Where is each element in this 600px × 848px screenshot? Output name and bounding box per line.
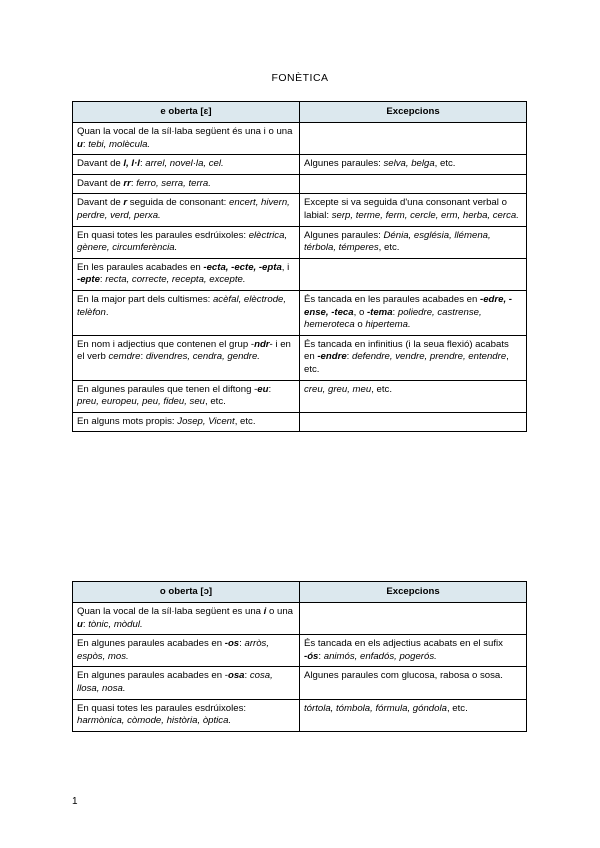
table-row <box>73 699 527 731</box>
text-segment: : <box>392 306 398 318</box>
text-segment: És tancada en infinitius (i la seua flexió) acabats en <box>304 338 509 363</box>
text-segment: -epte <box>77 274 100 286</box>
exception-cell <box>300 380 527 412</box>
text-segment: l, l·l <box>123 158 140 170</box>
text-segment: serp, terme, ferm, cercle, erm, herba, cerca. <box>331 209 519 221</box>
rule-cell <box>73 194 300 226</box>
text-segment: Quan la vocal de la síl·laba següent és una i o una <box>77 126 293 137</box>
exception-cell <box>300 123 527 155</box>
text-segment: En alguns mots propis: <box>77 415 178 427</box>
text-segment: -ós <box>304 650 319 662</box>
exception-cell <box>300 412 527 432</box>
text-segment: tórtola, tómbola, fórmula, góndola <box>304 702 447 714</box>
column-header-e-oberta: e oberta [ɛ] <box>73 102 300 123</box>
exception-cell <box>300 155 527 175</box>
text-segment: Dénia, església, llémena, térbola, témperes <box>304 229 491 254</box>
text-segment: divendres, cendra, gendre. <box>145 351 260 363</box>
text-segment: , etc. <box>434 158 456 170</box>
column-header-excepcions: Excepcions <box>300 102 527 123</box>
text-segment: arrel, novel·la, cel. <box>145 158 224 170</box>
table-row <box>73 123 527 155</box>
text-segment: , i <box>281 261 290 273</box>
text-segment: -tema <box>366 306 393 318</box>
exception-cell <box>300 258 527 290</box>
text-segment: ferro, serra, terra. <box>136 177 211 189</box>
rule-cell <box>73 155 300 175</box>
text-segment: , o <box>353 306 367 318</box>
rule-cell <box>73 635 300 667</box>
text-segment: tebi, molècula. <box>88 138 151 150</box>
text-segment: En algunes paraules que tenen el diftong - <box>77 383 258 395</box>
table-row <box>73 155 527 175</box>
text-segment: o <box>354 319 366 331</box>
table-row <box>73 335 527 380</box>
text-segment: osa <box>227 670 245 682</box>
text-segment: És tancada en les paraules acabades en <box>304 293 481 305</box>
table-e-oberta <box>72 101 527 432</box>
text-segment: : <box>268 383 272 395</box>
text-segment: preu, europeu, peu, fideu, seu <box>77 396 206 408</box>
text-segment: Algunes paraules com glucosa, rabosa o sosa. <box>304 670 503 682</box>
table-row <box>73 174 527 194</box>
exception-cell <box>300 603 527 635</box>
table-o-oberta <box>72 581 527 732</box>
text-segment: És tancada en els adjectius acabats en el sufix <box>304 638 503 650</box>
text-segment: animós, enfadós, pogerós. <box>323 650 437 662</box>
text-segment: Davant de <box>77 177 124 189</box>
table-row <box>73 380 527 412</box>
text-segment: acèfal, elèctrode, telèfon <box>77 293 287 318</box>
text-segment: Quan la vocal de la síl·laba següent es una <box>77 606 264 617</box>
text-segment: seguida de consonant: <box>127 197 230 209</box>
text-segment: i <box>263 606 267 617</box>
text-segment: elèctrica, gènere, circumferència. <box>77 229 288 254</box>
text-segment: selva, belga <box>383 158 435 170</box>
text-segment: Algunes paraules: <box>304 229 384 241</box>
text-segment: defendre, vendre, prendre, entendre <box>352 351 507 363</box>
text-segment: , etc. <box>205 396 226 408</box>
text-segment: : <box>346 351 353 363</box>
table-header-row <box>73 582 527 603</box>
rule-cell <box>73 258 300 290</box>
text-segment: arròs, espòs, mos. <box>77 638 270 662</box>
rule-cell <box>73 412 300 432</box>
exception-cell <box>300 667 527 699</box>
text-segment: Josep, Vicent <box>177 415 235 427</box>
text-segment: , etc. <box>304 351 509 375</box>
exception-cell <box>300 335 527 380</box>
text-segment: - i en el verb <box>77 338 291 363</box>
text-segment: -ecta, -ecte, -epta <box>203 261 282 273</box>
text-segment: harmònica, còmode, història, òptica. <box>77 715 232 727</box>
text-segment: : <box>139 158 146 170</box>
table-header-row <box>73 102 527 123</box>
text-segment: Davant de <box>77 158 124 170</box>
text-segment: , etc. <box>378 242 400 254</box>
text-segment: cosa, llosa, nosa. <box>77 670 273 694</box>
text-segment: , etc. <box>234 415 256 427</box>
rule-cell <box>73 335 300 380</box>
text-segment: : <box>244 670 250 682</box>
table-row <box>73 194 527 226</box>
text-segment: -os <box>224 638 240 650</box>
text-segment: rr <box>123 177 131 189</box>
text-segment: En quasi totes les paraules esdrúixoles: <box>77 229 249 241</box>
exception-cell <box>300 174 527 194</box>
column-header-excepcions: Excepcions <box>300 582 527 603</box>
page-title: FONÈTICA <box>271 72 329 84</box>
text-segment: : <box>82 618 89 630</box>
rule-cell <box>73 667 300 699</box>
exception-cell <box>300 699 527 731</box>
rule-cell <box>73 603 300 635</box>
text-segment: : <box>239 638 245 650</box>
text-segment: Algunes paraules: <box>304 158 384 170</box>
text-segment: ndr <box>254 338 270 350</box>
rule-cell <box>73 174 300 194</box>
table-row <box>73 258 527 290</box>
table-row <box>73 226 527 258</box>
text-segment: tònic, mòdul. <box>88 618 143 630</box>
text-segment: -endre <box>317 351 347 363</box>
column-header-o-oberta: o oberta [ɔ] <box>73 582 300 603</box>
text-segment: En la major part dels cultismes: <box>77 293 213 305</box>
text-segment: , etc. <box>371 383 392 395</box>
text-segment: En algunes paraules acabades en - <box>77 670 228 682</box>
page-number: 1 <box>72 796 78 807</box>
text-segment: o una <box>266 606 294 617</box>
text-segment: : <box>130 177 137 189</box>
text-segment: encert, hivern, perdre, verd, perxa. <box>77 197 290 221</box>
rule-cell <box>73 699 300 731</box>
text-segment: : <box>140 351 146 363</box>
text-segment: : <box>318 650 324 662</box>
text-segment: En quasi totes les paraules esdrúixoles: <box>77 702 247 714</box>
text-segment: u <box>77 138 83 150</box>
rule-cell <box>73 380 300 412</box>
exception-cell <box>300 290 527 335</box>
exception-cell <box>300 635 527 667</box>
text-segment: En algunes paraules acabades en <box>77 638 225 650</box>
table-row <box>73 603 527 635</box>
text-segment: : <box>99 274 106 286</box>
table-row <box>73 667 527 699</box>
text-segment: Davant de <box>77 197 124 209</box>
text-segment: Excepte si va seguida d'una consonant verbal o labial: <box>304 197 507 221</box>
text-segment: u <box>77 618 83 630</box>
text-segment: -edre, -ense, -teca <box>304 293 513 318</box>
text-segment: , etc. <box>446 702 468 714</box>
text-segment: : <box>82 138 89 150</box>
text-segment: En nom i adjectius que contenen el grup - <box>77 338 255 350</box>
text-segment: hipertema. <box>365 319 411 331</box>
exception-cell <box>300 194 527 226</box>
text-segment: En les paraules acabades en <box>77 261 204 273</box>
table-row <box>73 412 527 432</box>
text-segment: recta, correcte, recepta, excepte. <box>105 274 246 286</box>
rule-cell <box>73 123 300 155</box>
table-row <box>73 635 527 667</box>
rule-cell <box>73 290 300 335</box>
text-segment: poliedre, castrense, hemeroteca <box>304 306 482 331</box>
text-segment: cemdre <box>108 351 141 363</box>
text-segment: . <box>105 306 109 318</box>
text-segment: creu, greu, meu <box>304 383 372 395</box>
rule-cell <box>73 226 300 258</box>
text-segment: eu <box>257 383 269 395</box>
table-row <box>73 290 527 335</box>
exception-cell <box>300 226 527 258</box>
text-segment: r <box>123 197 128 209</box>
